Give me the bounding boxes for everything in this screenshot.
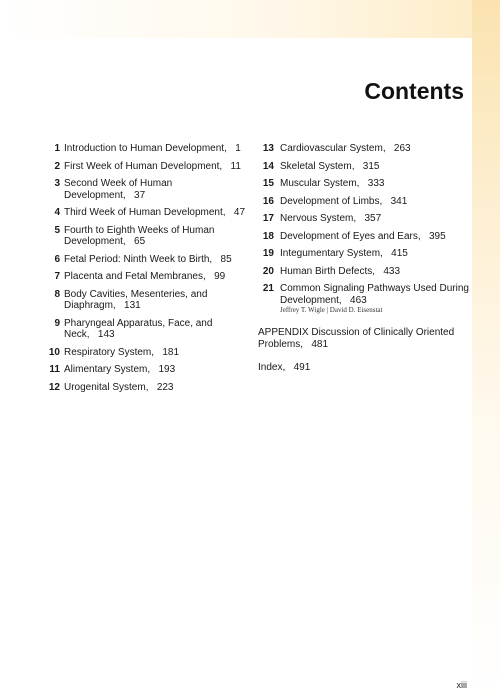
page-number: xiii	[456, 680, 467, 690]
toc-entry[interactable]	[40, 225, 255, 248]
chapter-title: Development of Limbs, 341	[280, 195, 408, 207]
chapter-number: 18	[262, 230, 274, 242]
chapter-title: Alimentary System, 193	[64, 364, 176, 375]
toc-entry[interactable]	[40, 347, 255, 359]
chapter-title: Common Signaling Pathways Used During Development, 463	[280, 283, 469, 306]
chapter-number: 5	[54, 224, 60, 236]
contents-column-left	[40, 143, 255, 399]
chapter-title: Human Birth Defects, 433	[280, 265, 401, 277]
chapter-title: Second Week of Human Development, 37	[64, 178, 173, 201]
chapter-number: 15	[262, 178, 274, 189]
chapter-number: 2	[54, 160, 60, 172]
chapter-title: Respiratory System, 181	[64, 346, 180, 358]
chapter-title: Urogenital System, 223	[64, 381, 174, 393]
chapter-number: 8	[54, 288, 60, 300]
chapter-title: Third Week of Human Development, 47	[64, 207, 246, 218]
toc-entry[interactable]	[258, 248, 483, 260]
toc-entry[interactable]	[258, 178, 483, 190]
chapter-title: Fetal Period: Ninth Week to Birth, 85	[64, 253, 232, 265]
chapter-authors: Jeffrey T. Wigle | David D. Eisenstat	[280, 306, 383, 314]
toc-entry[interactable]	[258, 266, 483, 278]
chapter-title: Fourth to Eighth Weeks of Human Development, 65	[64, 224, 215, 247]
appendix-entry[interactable]: APPENDIX Discussion of Clinically Oriented Problems, 481	[258, 327, 455, 350]
chapter-number: 3	[54, 178, 60, 189]
toc-entry[interactable]	[40, 207, 255, 219]
chapter-number: 13	[262, 143, 274, 154]
chapter-title: Muscular System, 333	[280, 178, 385, 189]
chapter-title: Placenta and Fetal Membranes, 99	[64, 271, 226, 282]
chapter-number: 19	[262, 248, 274, 259]
toc-entry[interactable]	[40, 318, 255, 341]
toc-entry[interactable]	[40, 364, 255, 376]
toc-entry[interactable]	[40, 289, 255, 312]
chapter-number: 10	[48, 346, 60, 358]
top-gradient-band	[0, 0, 500, 38]
chapter-number: 20	[262, 265, 274, 277]
toc-entry[interactable]	[40, 254, 255, 266]
toc-entry[interactable]	[40, 382, 255, 394]
chapter-number: 17	[262, 213, 274, 224]
chapter-number: 4	[54, 207, 60, 218]
index-entry[interactable]: Index, 491	[258, 362, 311, 373]
chapter-number: 7	[54, 271, 60, 282]
chapter-title: Integumentary System, 415	[280, 248, 408, 259]
page-title: Contents	[364, 78, 464, 104]
toc-entry[interactable]	[258, 196, 483, 208]
chapter-title-block	[280, 283, 483, 315]
toc-entry[interactable]	[258, 283, 483, 315]
contents-column-right	[258, 143, 483, 382]
chapter-title: Body Cavities, Mesenteries, and Diaphragm, 131	[64, 288, 208, 311]
toc-entry[interactable]	[40, 143, 255, 155]
chapter-number: 6	[54, 253, 60, 265]
toc-entry[interactable]	[258, 231, 483, 243]
toc-entry[interactable]	[40, 271, 255, 283]
chapter-number: 16	[262, 195, 274, 207]
chapter-title: Pharyngeal Apparatus, Face, and Neck, 143	[64, 317, 213, 340]
chapter-number: 1	[54, 143, 60, 154]
toc-entry[interactable]	[40, 178, 255, 201]
chapter-number: 21	[262, 283, 274, 294]
chapter-number: 9	[54, 317, 60, 329]
chapter-number: 14	[262, 160, 274, 172]
toc-entry[interactable]	[258, 213, 483, 225]
chapter-title: Skeletal System, 315	[280, 160, 380, 172]
toc-entry[interactable]	[40, 161, 255, 173]
chapter-title: Introduction to Human Development, 1	[64, 143, 241, 154]
chapter-title: Cardiovascular System, 263	[280, 143, 411, 154]
chapter-title: Nervous System, 357	[280, 213, 382, 224]
chapter-title: First Week of Human Development, 11	[64, 160, 241, 172]
chapter-number: 11	[49, 364, 60, 375]
chapter-title: Development of Eyes and Ears, 395	[280, 230, 446, 242]
toc-entry[interactable]	[258, 143, 483, 155]
toc-entry[interactable]	[258, 161, 483, 173]
chapter-number: 12	[48, 381, 60, 393]
